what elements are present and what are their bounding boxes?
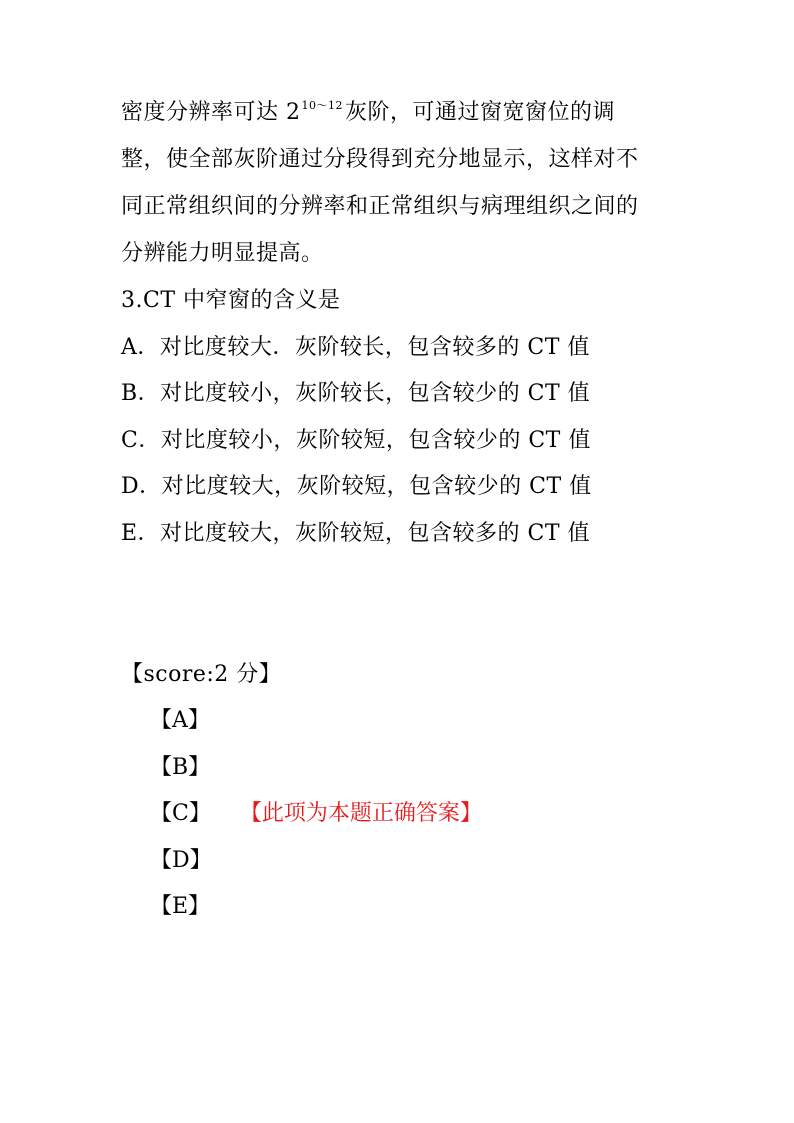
score-label: 【score:2 分】 (121, 662, 282, 687)
answer-a[interactable]: 【A】 (150, 708, 210, 733)
explanation-line-1-prefix: 密度分辨率可达 2 (121, 100, 301, 125)
question-option-e: E．对比度较大，灰阶较短，包含较多的 CT 值 (121, 521, 591, 546)
answer-d[interactable]: 【D】 (150, 848, 212, 873)
explanation-superscript: 10～12 (301, 99, 343, 112)
answer-e[interactable]: 【E】 (150, 894, 211, 919)
question-option-d: D．对比度较大，灰阶较短，包含较少的 CT 值 (121, 474, 592, 499)
explanation-line-2: 整，使全部灰阶通过分段得到充分地显示，这样对不 (121, 147, 639, 172)
question-option-a: A．对比度较大．灰阶较长，包含较多的 CT 值 (121, 335, 590, 360)
answer-b[interactable]: 【B】 (150, 755, 211, 780)
answer-c[interactable]: 【C】 (150, 801, 211, 826)
correct-answer-note: 【此项为本题正确答案】 (250, 801, 482, 826)
explanation-line-3: 同正常组织间的分辨率和正常组织与病理组织之间的 (121, 194, 639, 219)
explanation-line-4: 分辨能力明显提高。 (121, 241, 324, 266)
question-option-b: B．对比度较小，灰阶较长，包含较少的 CT 值 (121, 381, 591, 406)
explanation-line-1 (121, 98, 615, 131)
question-stem: 3.CT 中窄窗的含义是 (121, 288, 341, 313)
answer-c-row[interactable] (150, 799, 482, 829)
question-option-c: C．对比度较小，灰阶较短，包含较少的 CT 值 (121, 428, 591, 453)
explanation-line-1-suffix: 灰阶，可通过窗宽窗位的调 (345, 100, 616, 125)
